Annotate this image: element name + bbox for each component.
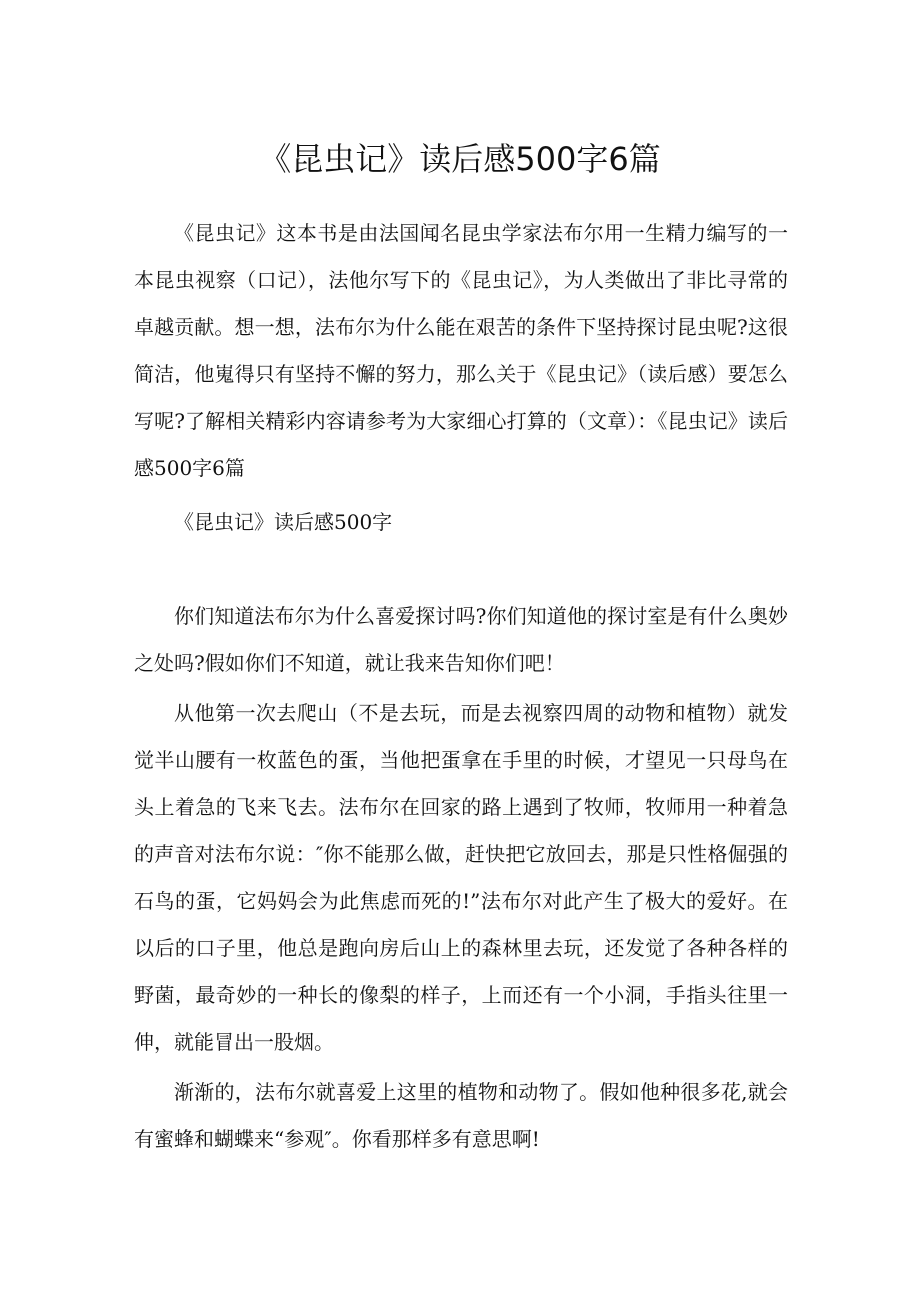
body-paragraph-2: 从他第一次去爬山（不是去玩，而是去视察四周的动物和植物）就发觉半山腰有一枚蓝色的蛋，当他把蛋拿在手里的时候，才望见一只母鸟在头上着急的飞来飞去。法布尔在回家的路上遇到了牧师，牧师用一种着急的声音对法布尔说：″你不能那么做，赶快把它放回去，那是只性格倔强的石鸟的蛋，它妈妈会为此焦虑而死的!”法布尔对此产生了极大的爱好。在以后的口子里，他总是跑向房后山上的森林里去玩，还发觉了各种各样的野菌，最奇妙的一种长的像梨的样子，上而还有一个小洞，手指头往里一伸，就能冒出一股烟。	[134, 701, 788, 1054]
body-paragraph-3: 渐渐的，法布尔就喜爱上这里的植物和动物了。假如他种很多花,就会有蜜蜂和蝴蝶来“参观″。你看那样多有意思啊!	[134, 1080, 788, 1151]
body-paragraph-1: 你们知道法布尔为什么喜爱探讨吗?你们知道他的探讨室是有什么奥妙之处吗?假如你们不知道，就让我来告知你们吧！	[134, 604, 788, 675]
intro-paragraph: 《昆虫记》这本书是由法国闻名昆虫学家法布尔用一生精力编写的一本昆虫视察（口记），法他尔写下的《昆虫记》，为人类做出了非比寻常的卓越贡献。想一想，法布尔为什么能在艰苦的条件下坚持探讨昆虫呢?这很简洁，他嵬得只有坚持不懈的努力，那么关于《昆虫记》（读后感）要怎么写呢?了解相关精彩内容请参考为大家细心打算的（文章）：《昆虫记》读后感500字6篇	[134, 221, 788, 480]
document-title: 《昆虫记》读后感500字6篇	[259, 140, 661, 178]
section-subheading: 《昆虫记》读后感500字	[174, 510, 393, 534]
